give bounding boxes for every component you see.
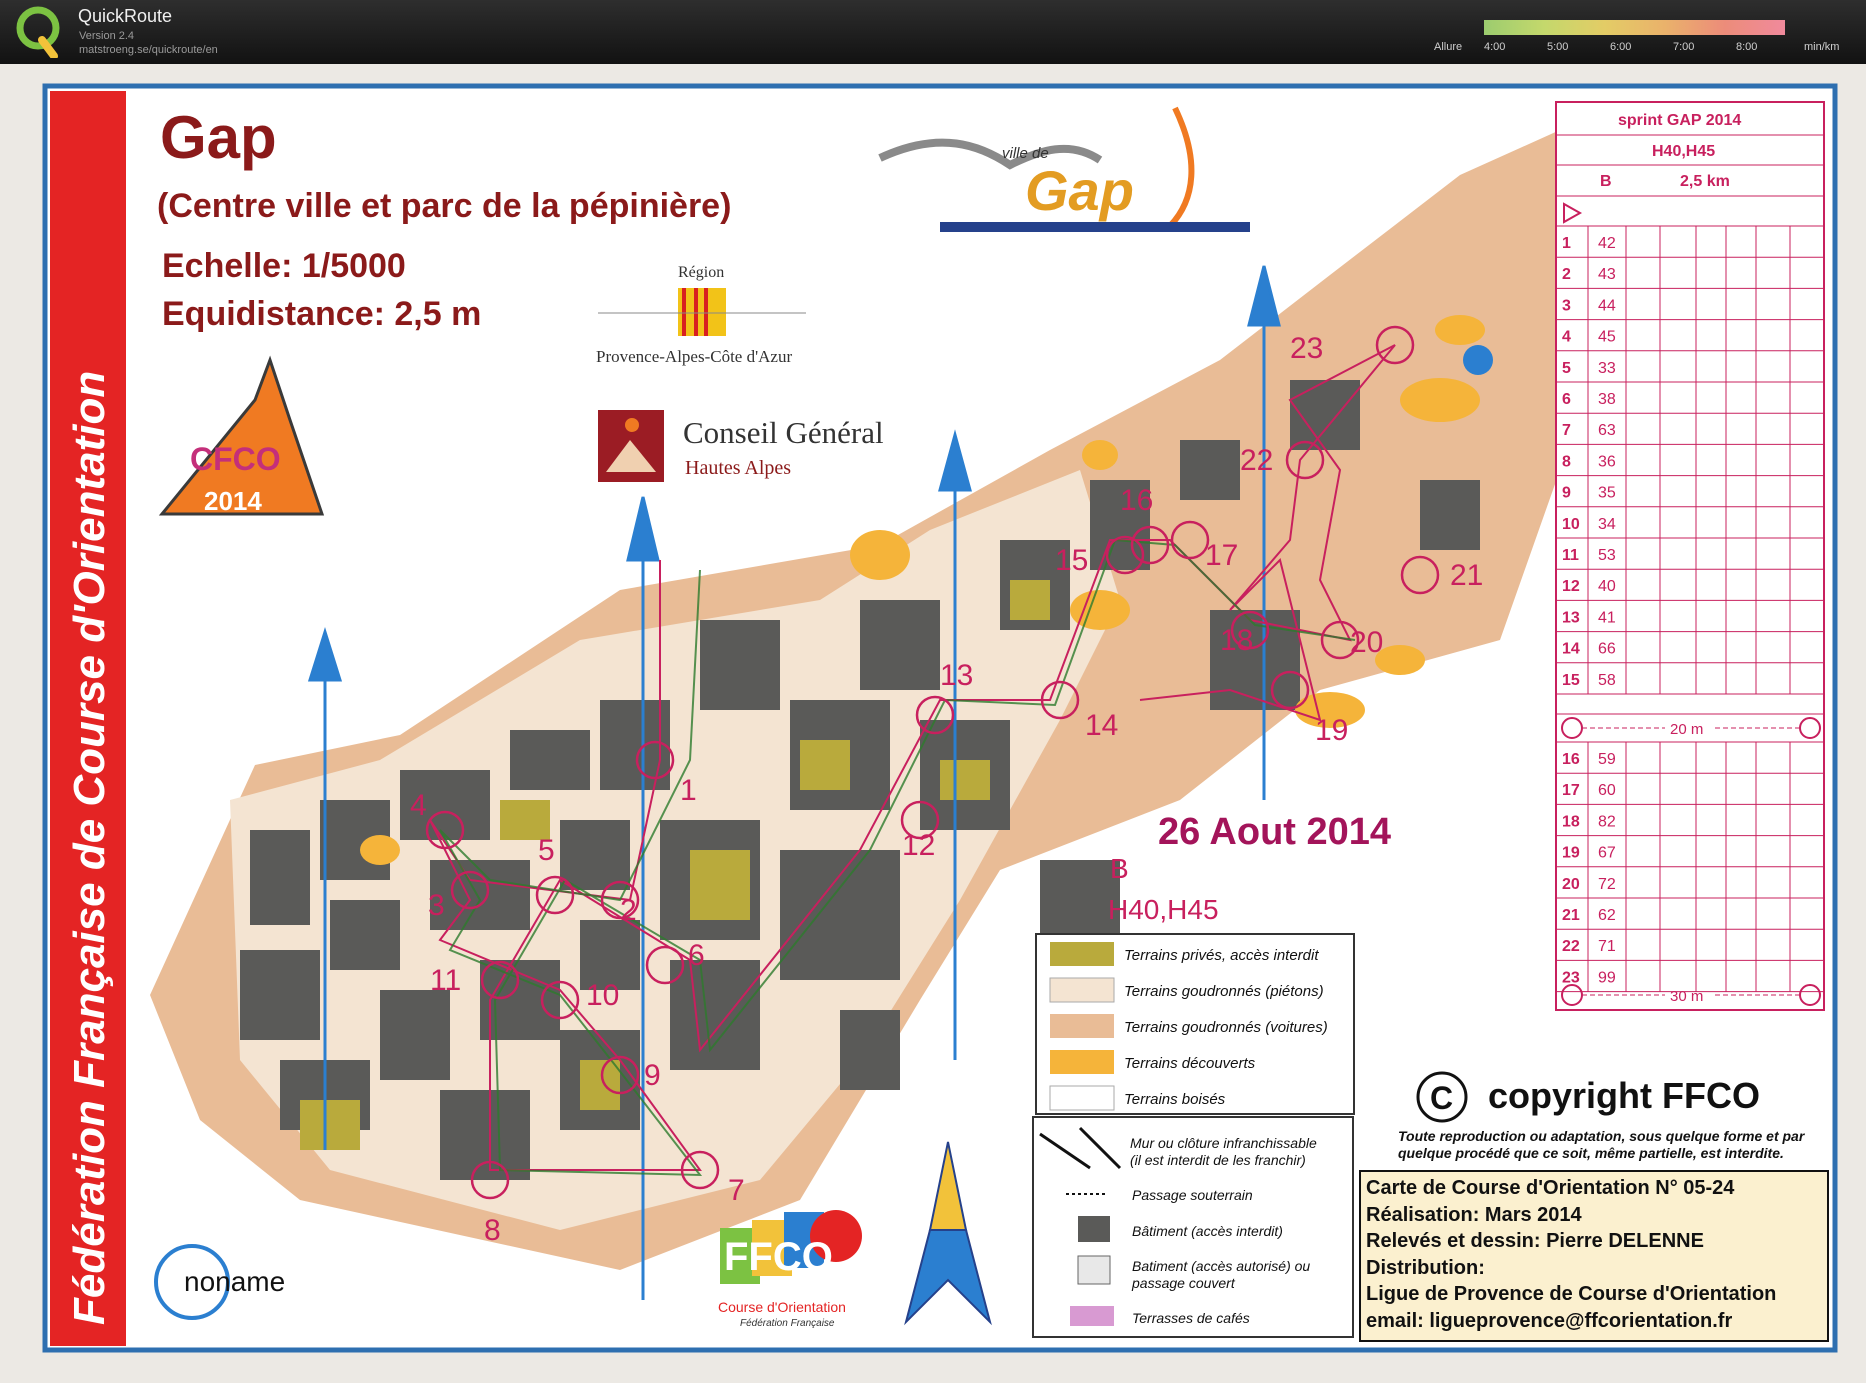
- sheet-control-code: 63: [1598, 422, 1616, 440]
- sheet-control-code: 34: [1598, 515, 1616, 533]
- orienteering-map[interactable]: [0, 64, 1866, 1383]
- legend2-label: Passage souterrain: [1132, 1187, 1253, 1203]
- legend2-label: Mur ou clôture infranchissable: [1130, 1135, 1317, 1151]
- cfco-logo-text: CFCO: [190, 441, 281, 477]
- info-line: Relevés et dessin: Pierre DELENNE: [1366, 1230, 1704, 1252]
- sheet-control-code: 38: [1598, 391, 1616, 408]
- sheet-control-number: 13: [1562, 609, 1580, 627]
- map-scale: Echelle: 1/5000: [162, 247, 406, 285]
- sheet-control-number: 19: [1562, 844, 1580, 862]
- sheet-control-number: 3: [1562, 297, 1571, 315]
- sheet-control-code: 45: [1598, 328, 1616, 346]
- control-label: 8: [484, 1214, 501, 1247]
- side-banner-text: Fédération Française de Course d'Orientation: [65, 370, 114, 1325]
- ffco-logo-text: FFCO: [724, 1235, 833, 1279]
- sheet-control-number: 5: [1562, 359, 1571, 377]
- app-name: QuickRoute: [78, 6, 173, 26]
- sheet-control-number: 17: [1562, 782, 1580, 800]
- pace-tick: 8:00: [1736, 41, 1758, 53]
- sheet-control-number: 4: [1562, 328, 1571, 346]
- sheet-control-code: 35: [1598, 484, 1616, 502]
- sheet-control-number: 15: [1562, 671, 1580, 689]
- info-line: Réalisation: Mars 2014: [1366, 1204, 1582, 1226]
- sheet-control-number: 11: [1562, 547, 1579, 564]
- control-label: 12: [902, 829, 936, 862]
- legend2-label: (il est interdit de les franchir): [1130, 1152, 1306, 1168]
- control-label: 9: [644, 1059, 661, 1092]
- sheet-control-number: 22: [1562, 938, 1580, 956]
- sheet-control-number: 1: [1562, 235, 1571, 252]
- conseil-sub: Hautes Alpes: [685, 457, 792, 479]
- sheet-control-number: 18: [1562, 813, 1580, 831]
- sheet-control-code: 33: [1598, 359, 1616, 377]
- sheet-length: 2,5 km: [1680, 173, 1730, 190]
- legend-label: Terrains boisés: [1124, 1091, 1226, 1108]
- pace-tick: 6:00: [1610, 41, 1632, 53]
- pace-tick: 4:00: [1484, 41, 1506, 53]
- sheet-control-code: 66: [1598, 640, 1616, 658]
- legend-label: Terrains découverts: [1124, 1055, 1256, 1072]
- legend-label: Terrains goudronnés (piétons): [1124, 983, 1324, 1000]
- sheet-control-code: 59: [1598, 751, 1616, 768]
- control-label: 5: [538, 834, 555, 867]
- sheet-course: B: [1600, 173, 1612, 190]
- sheet-control-number: 20: [1562, 875, 1580, 893]
- pace-tick: 5:00: [1547, 41, 1569, 53]
- control-label: 13: [940, 659, 974, 692]
- sheet-control-number: 7: [1562, 422, 1571, 440]
- marked-route-2: 30 m: [1670, 988, 1704, 1005]
- legend-symbols: [1033, 1117, 1353, 1337]
- control-label: 3: [428, 889, 445, 922]
- control-label: 6: [688, 939, 705, 972]
- pace-scale-bar: [1484, 20, 1785, 35]
- control-label: 17: [1205, 539, 1239, 572]
- map-title: Gap: [160, 104, 277, 171]
- control-label: 16: [1120, 484, 1154, 517]
- sheet-control-code: 53: [1598, 547, 1616, 564]
- pace-label: Allure: [1434, 41, 1463, 53]
- marked-route-1: 20 m: [1670, 721, 1704, 738]
- legend2-label: passage couvert: [1132, 1275, 1235, 1291]
- sheet-control-number: 8: [1562, 453, 1571, 471]
- sheet-control-code: 67: [1598, 844, 1616, 862]
- control-label: 4: [410, 789, 427, 822]
- control-label: 15: [1055, 544, 1089, 577]
- sheet-control-number: 6: [1562, 391, 1571, 408]
- info-line: email: ligueprovence@ffcorientation.fr: [1366, 1310, 1733, 1332]
- legend2-label: Terrasses de cafés: [1132, 1310, 1250, 1326]
- quickroute-logo-icon: [14, 6, 62, 58]
- sheet-control-code: 99: [1598, 969, 1616, 987]
- info-line: Ligue de Provence de Course d'Orientation: [1366, 1283, 1777, 1305]
- sheet-event: sprint GAP 2014: [1618, 112, 1742, 129]
- sheet-control-number: 14: [1562, 640, 1580, 658]
- control-label: 2: [620, 894, 637, 927]
- control-label: 18: [1220, 624, 1254, 657]
- control-label: 22: [1240, 444, 1274, 477]
- app-version: Version 2.4: [79, 30, 135, 42]
- sheet-control-code: 60: [1598, 782, 1616, 800]
- sheet-control-code: 62: [1598, 907, 1616, 924]
- sheet-control-code: 36: [1598, 453, 1616, 471]
- conseil-title: Conseil Général: [683, 415, 884, 450]
- sheet-control-code: 58: [1598, 671, 1616, 689]
- course-code: B: [1110, 853, 1129, 884]
- race-date: 26 Aout 2014: [1158, 811, 1392, 853]
- region-label: Région: [678, 264, 725, 281]
- sheet-control-number: 23: [1562, 969, 1580, 987]
- ville-de: ville de: [1002, 145, 1049, 162]
- control-description-sheet: [1556, 102, 1824, 1010]
- map-info-box: [1360, 1171, 1828, 1341]
- legend2-label: Bâtiment (accès interdit): [1132, 1223, 1283, 1239]
- sheet-control-code: 40: [1598, 578, 1616, 596]
- noname-text: noname: [184, 1266, 286, 1297]
- map-subtitle: (Centre ville et parc de la pépinière): [157, 187, 732, 225]
- sheet-control-code: 41: [1598, 609, 1616, 627]
- control-label: 1: [680, 774, 697, 807]
- sheet-control-number: 10: [1562, 515, 1580, 533]
- sheet-control-code: 43: [1598, 266, 1616, 284]
- ville-gap: Gap: [1025, 159, 1134, 222]
- map-equidistance: Equidistance: 2,5 m: [162, 295, 482, 333]
- copyright-text: copyright FFCO: [1488, 1075, 1760, 1116]
- legend-terrain: [1036, 934, 1354, 1114]
- copyright-symbol: C: [1430, 1080, 1454, 1116]
- control-label: 21: [1450, 559, 1484, 592]
- region-name: Provence-Alpes-Côte d'Azur: [596, 347, 793, 366]
- control-label: 7: [728, 1174, 745, 1207]
- ffco-caption: Course d'Orientation: [718, 1299, 846, 1315]
- legend-label: Terrains privés, accès interdit: [1124, 947, 1319, 964]
- info-line: Distribution:: [1366, 1257, 1485, 1279]
- copyright-note: Toute reproduction ou adaptation, sous quelque forme et par: [1398, 1128, 1805, 1144]
- info-line: Carte de Course d'Orientation N° 05-24: [1366, 1177, 1735, 1199]
- control-label: 10: [586, 979, 620, 1012]
- legend2-label: Batiment (accès autorisé) ou: [1132, 1258, 1311, 1274]
- control-label: 11: [430, 964, 462, 997]
- legend-label: Terrains goudronnés (voitures): [1124, 1019, 1328, 1036]
- sheet-control-number: 2: [1562, 266, 1571, 284]
- sheet-categories: H40,H45: [1652, 143, 1716, 160]
- cfco-year: 2014: [204, 486, 262, 516]
- course-categories: H40,H45: [1108, 894, 1219, 925]
- copyright-note: quelque procédé que ce soit, même partielle, est interdite.: [1398, 1145, 1784, 1161]
- control-label: 20: [1350, 626, 1384, 659]
- ffco-sub: Fédération Française: [740, 1318, 835, 1329]
- title-bar: [0, 0, 1866, 64]
- control-label: 14: [1085, 709, 1119, 742]
- control-label: 23: [1290, 332, 1324, 365]
- sheet-control-number: 21: [1562, 907, 1580, 924]
- sheet-control-number: 16: [1562, 751, 1580, 768]
- sheet-control-code: 82: [1598, 813, 1616, 831]
- control-label: 19: [1315, 714, 1349, 747]
- sheet-control-code: 71: [1598, 938, 1616, 956]
- pace-tick: 7:00: [1673, 41, 1695, 53]
- sheet-control-number: 9: [1562, 484, 1571, 502]
- app-url[interactable]: matstroeng.se/quickroute/en: [79, 44, 218, 56]
- sheet-control-code: 44: [1598, 297, 1616, 315]
- sheet-control-number: 12: [1562, 578, 1580, 596]
- fountain-icon: [1463, 345, 1493, 375]
- sheet-control-code: 72: [1598, 875, 1616, 893]
- pace-unit: min/km: [1804, 41, 1840, 53]
- sheet-control-code: 42: [1598, 235, 1616, 252]
